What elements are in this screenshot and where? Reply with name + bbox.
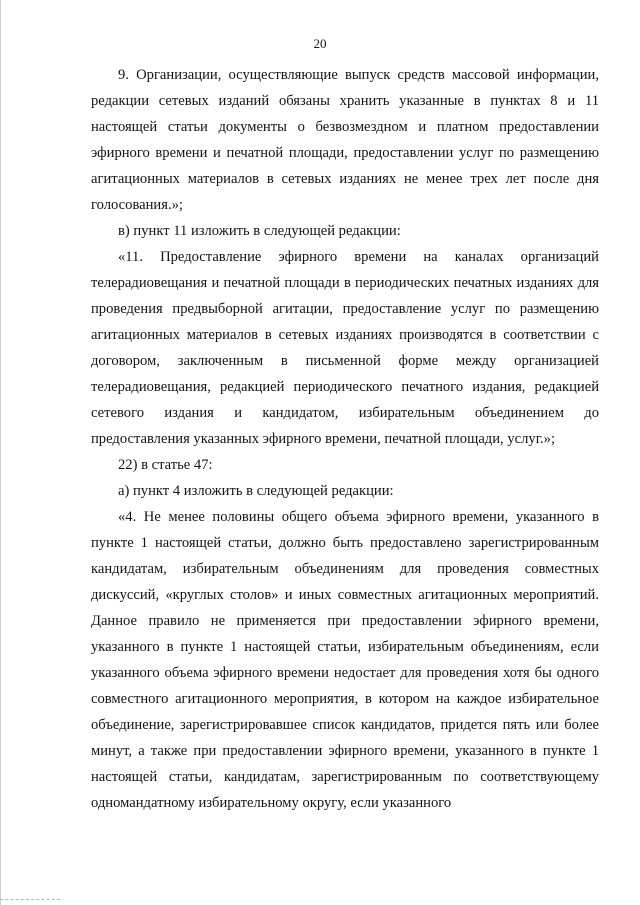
paragraph-article-47: 22) в статье 47: bbox=[118, 457, 213, 473]
paragraph-item-9: 9. Организации, осуществляющие выпуск средств массовой информации, редакции сетевых изданий обязаны хранить указанные в пунктах 8 и 11 настоящей статьи документы о безвозмездном и платном предоставлении эфирного времени и печатной площади, предоставлении услуг по размещению агитационных материалов в сетевых изданиях не менее трех лет после дня голосования.»; bbox=[91, 67, 599, 213]
paragraph-item-11: «11. Предоставление эфирного времени на каналах организаций телерадиовещания и печатной площади в периодических печатных изданиях для проведения предвыборной агитации, предоставление услуг по размещению агитационных материалов в сетевых изданиях производятся в соответствии с договором, заключенным в письменной форме между организацией телерадиовещания, редакцией периодического печатного издания, редакцией сетевого издания и кандидатом, избирательным объединением до предоставления указанных эфирного времени, печатной площади, услуг.»; bbox=[91, 249, 599, 447]
scan-left-edge bbox=[0, 0, 1, 905]
page-number: 20 bbox=[313, 36, 327, 51]
paragraph-subpoint-a: а) пункт 4 изложить в следующей редакции: bbox=[118, 483, 394, 499]
paragraph-item-4: «4. Не менее половины общего объема эфирного времени, указанного в пункте 1 настоящей статьи, должно быть предоставлено зарегистрированным кандидатам, избирательным объединениям для проведения совместных дискуссий, «круглых столов» и иных совместных агитационных мероприятий. Данное правило не применяется при предоставлении эфирного времени, указанного в пункте 1 настоящей статьи, избирательным объединениям, если указанного объема эфирного времени недостает для проведения хотя бы одного совместного агитационного мероприятия, в котором на каждое избирательное объединение, зарегистрировавшее список кандидатов, придется пять или более минут, а также при предоставлении эфирного времени, указанного в пункте 1 настоящей статьи, кандидатам, зарегистрированным по соответствующему одномандатному избирательному округу, если указанного bbox=[91, 509, 599, 811]
paragraph-subpoint-v: в) пункт 11 изложить в следующей редакции: bbox=[118, 223, 401, 239]
body-text bbox=[91, 62, 599, 816]
scan-bottom-edge bbox=[0, 899, 60, 901]
